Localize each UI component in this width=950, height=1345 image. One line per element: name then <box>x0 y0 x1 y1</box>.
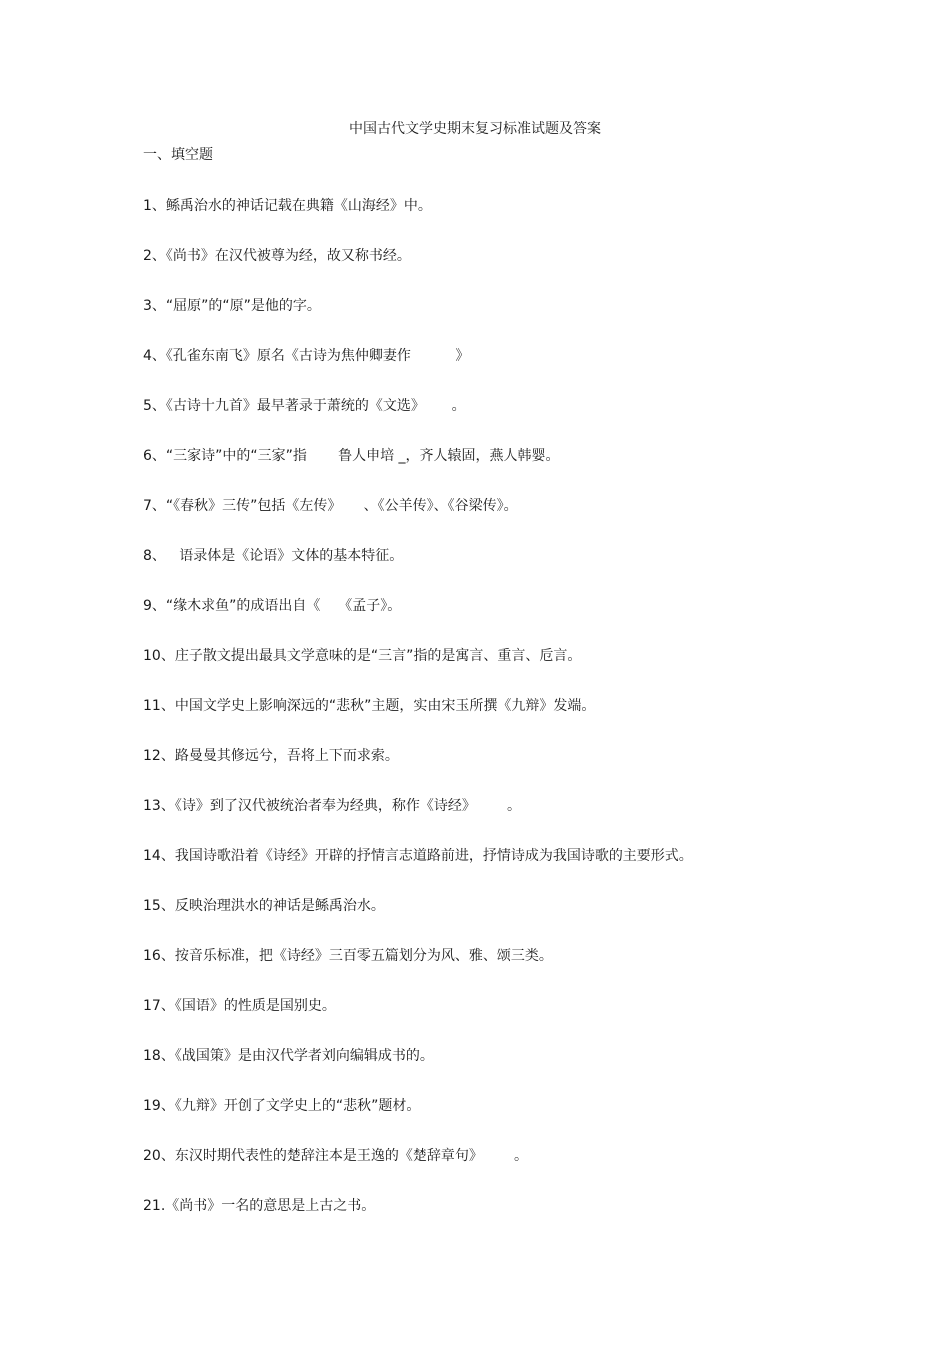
question-item: 14、我国诗歌沿着《诗经》开辟的抒情言志道路前进，抒情诗成为我国诗歌的主要形式。 <box>143 848 693 864</box>
question-item: 16、按音乐标准，把《诗经》三百零五篇划分为风、雅、颂三类。 <box>143 948 553 964</box>
question-item: 5、《古诗十九首》最早著录于萧统的《文选》 。 <box>143 398 466 414</box>
section-heading: 一、填空题 <box>143 147 213 163</box>
question-item: 12、路曼曼其修远兮，吾将上下而求索。 <box>143 748 399 764</box>
question-item: 13、《诗》到了汉代被统治者奉为经典，称作《诗经》 。 <box>143 798 521 814</box>
question-item: 9、“缘木求鱼”的成语出自《 《孟子》。 <box>143 598 402 614</box>
question-item: 10、庄子散文提出最具文学意味的是“三言”指的是寓言、重言、卮言。 <box>143 648 582 664</box>
question-item: 1、鲧禹治水的神话记载在典籍《山海经》中。 <box>143 198 432 214</box>
question-item: 19、《九辩》开创了文学史上的“悲秋”题材。 <box>143 1098 421 1114</box>
question-item: 7、“《春秋》三传”包括《左传》 、《公羊传》、《谷梁传》。 <box>143 498 518 514</box>
question-item: 11、中国文学史上影响深远的“悲秋”主题，实由宋玉所撰《九辩》发端。 <box>143 698 596 714</box>
question-item: 2、《尚书》在汉代被尊为经，故又称书经。 <box>143 248 411 264</box>
question-item: 8、 语录体是《论语》文体的基本特征。 <box>143 548 404 564</box>
question-item: 18、《战国策》是由汉代学者刘向编辑成书的。 <box>143 1048 434 1064</box>
question-item: 3、“屈原”的“原”是他的字。 <box>143 298 321 314</box>
document-title: 中国古代文学史期末复习标准试题及答案 <box>349 121 601 137</box>
question-item: 15、反映治理洪水的神话是鲧禹治水。 <box>143 898 385 914</box>
question-item: 20、东汉时期代表性的楚辞注本是王逸的《楚辞章句》 。 <box>143 1148 528 1164</box>
question-item: 6、“三家诗”中的“三家”指 鲁人申培 _，齐人辕固，燕人韩婴。 <box>143 448 560 464</box>
question-list <box>143 196 693 1246</box>
question-item: 4、《孔雀东南飞》原名《古诗为焦仲卿妻作 》 <box>143 348 470 364</box>
question-item: 21.《尚书》一名的意思是上古之书。 <box>143 1198 376 1214</box>
question-item: 17、《国语》的性质是国别史。 <box>143 998 336 1014</box>
